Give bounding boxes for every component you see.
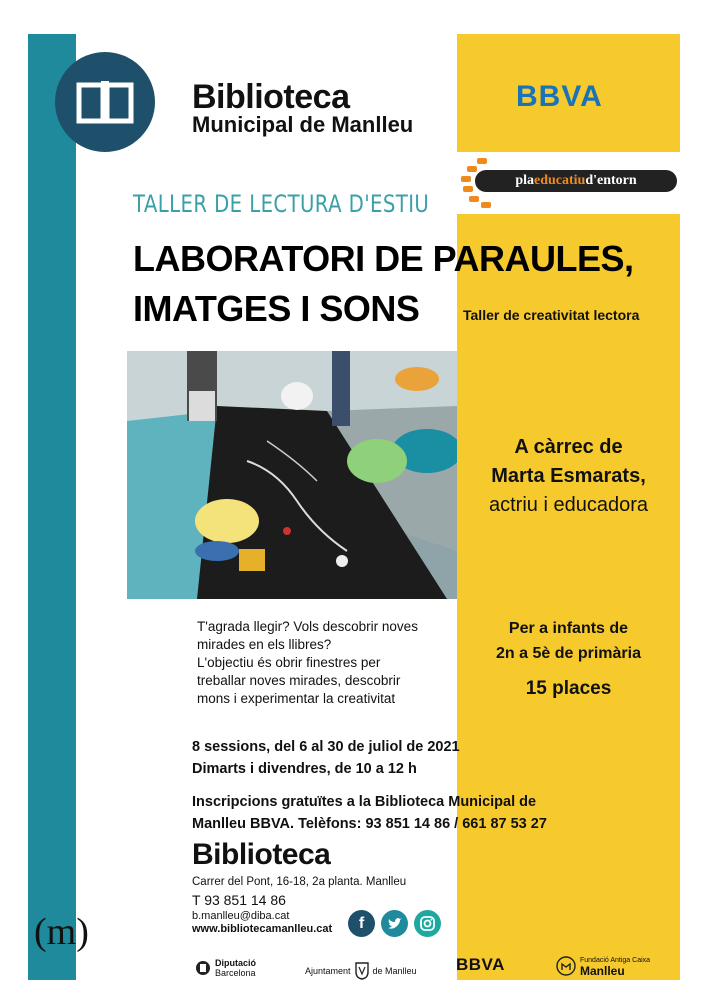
registration-line-2: Manlleu BBVA. Telèfons: 93 851 14 86 / 661 87 53 27 (192, 816, 547, 832)
fundacio-logo (556, 955, 650, 977)
instructor-line-1: A càrrec de (514, 436, 623, 458)
teal-side-bar (28, 34, 76, 980)
registration-line-1: Inscripcions gratuïtes a la Biblioteca Municipal de (192, 794, 537, 810)
pla-text-1: pla (515, 173, 534, 188)
instructor-role: actriu i educadora (489, 494, 648, 516)
schedule-line-1: 8 sessions, del 6 al 30 de juliol de 2021 (192, 739, 460, 755)
fundacio-emblem-icon (556, 956, 576, 976)
ajuntament-text-1: Ajuntament (305, 966, 351, 976)
schedule-line-2: Dimarts i divendres, de 10 a 12 h (192, 761, 417, 777)
pla-text-2: educatiu (534, 173, 586, 188)
bbva-logo: BBVA (516, 80, 603, 113)
event-title-line-2: IMATGES I SONS (133, 288, 420, 329)
contact-website[interactable]: www.bibliotecamanlleu.cat (192, 923, 333, 935)
intro-line: mons i experimentar la creativitat (197, 691, 396, 706)
ajuntament-logo (305, 962, 417, 980)
audience-line-2: 2n a 5è de primària (496, 645, 641, 662)
instagram-icon[interactable] (414, 910, 441, 937)
library-logo (55, 52, 155, 152)
pla-educatiu-logo (475, 170, 677, 192)
intro-text (197, 618, 457, 708)
event-title-line-1: LABORATORI DE PARAULES, (133, 238, 634, 279)
instagram-glyph-icon (420, 916, 435, 931)
diputacio-text-1: Diputació (215, 958, 257, 968)
library-subtitle: Municipal de Manlleu (192, 112, 414, 137)
fundacio-text-2: Manlleu (580, 964, 625, 978)
pla-text-3: d'entorn (585, 173, 637, 188)
diputacio-text-2: Barcelona (215, 968, 256, 978)
bbva-footer-logo: BBVA (456, 955, 505, 974)
contact-phone: T 93 851 14 86 (192, 892, 286, 908)
places-count: 15 places (525, 678, 612, 699)
audience-line-1: Per a infants de (508, 620, 629, 637)
facebook-glyph: f (358, 914, 365, 932)
contact-address: Carrer del Pont, 16-18, 2a planta. Manlleu (192, 876, 407, 888)
diputacio-logo (195, 958, 256, 978)
intro-line: T'agrada llegir? Vols descobrir noves (197, 619, 418, 634)
library-title: Biblioteca (192, 78, 350, 116)
twitter-icon[interactable] (381, 910, 408, 937)
intro-line: treballar noves mirades, descobrir (197, 673, 401, 688)
m-logo: (m) (34, 911, 89, 953)
ajuntament-text-2: de Manlleu (372, 966, 417, 976)
event-kicker: TALLER DE LECTURA D'ESTIU (133, 190, 430, 218)
event-tagline: Taller de creativitat lectora (463, 307, 640, 323)
book-icon (75, 79, 135, 125)
diputacio-shield-icon (195, 960, 211, 976)
fundacio-text-1: Fundació Antiga Caixa (580, 957, 651, 964)
instructor-name: Marta Esmarats, (491, 465, 646, 487)
twitter-bird-icon (387, 917, 403, 931)
contact-email[interactable]: b.manlleu@diba.cat (192, 910, 290, 922)
facebook-icon[interactable] (348, 910, 375, 937)
workshop-photo (127, 351, 457, 599)
contact-title: Biblioteca (192, 838, 331, 871)
intro-line: mirades en els llibres? (197, 637, 332, 652)
ajuntament-shield-icon (355, 962, 369, 980)
intro-line: L'objectiu és obrir finestres per (197, 655, 381, 670)
